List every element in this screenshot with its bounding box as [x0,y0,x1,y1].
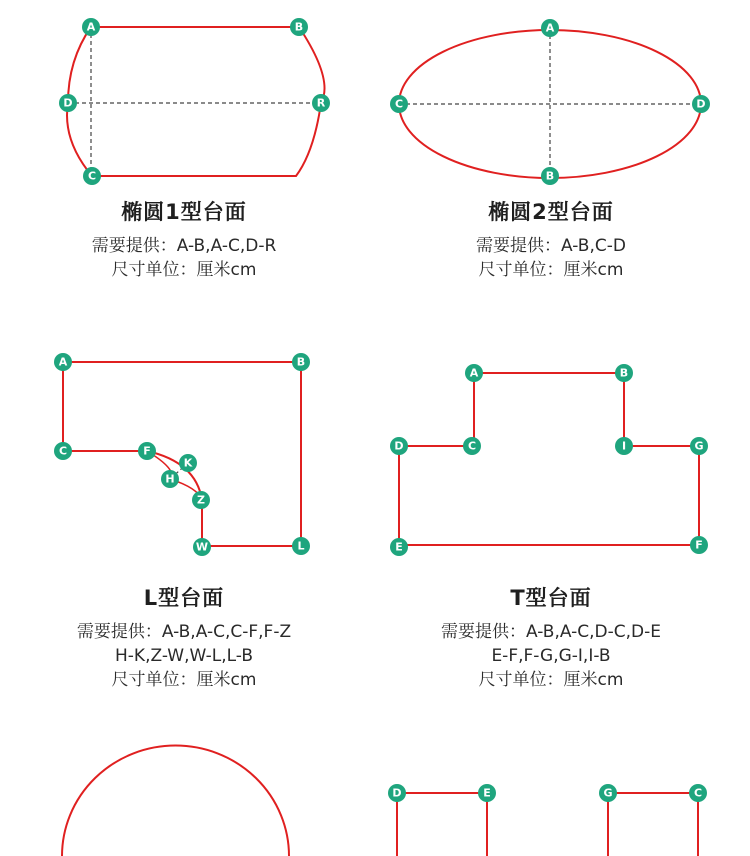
svg-text:B: B [545,169,555,183]
svg-text:A: A [86,20,96,34]
l-shape-point-w [193,538,211,556]
l-shape-caption [4,582,364,692]
circle-diagram [62,746,289,856]
ellipse-2-caption [371,196,731,282]
ellipse-2-point-a [541,19,559,37]
l-shape-point-h [161,470,179,488]
svg-text:K: K [183,456,193,470]
ellipse-1-diagram [59,18,330,185]
l-shape-point-z [192,491,210,509]
ellipse-2-point-b [541,167,559,185]
svg-text:F: F [143,444,151,458]
ellipse-2-point-d [692,95,710,113]
ellipse-1-outline [67,27,325,176]
t-shape-point-d [390,437,408,455]
l-shape-point-l [292,537,310,555]
svg-text:E: E [483,786,491,800]
t-shape-outline [399,373,699,545]
t-shape-point-i [615,437,633,455]
ellipse-1-point-r [312,94,330,112]
l-shape-required-cont: H-K,Z-W,W-L,L-B [115,646,253,666]
ellipse-2-unit: 尺寸单位：厘米cm [478,260,624,280]
l-shape-point-b [292,353,310,371]
t-shape-caption [371,582,731,692]
u-shape-point-e [478,784,496,802]
svg-text:B: B [294,20,304,34]
t-shape-point-g [690,437,708,455]
t-shape-point-a [465,364,483,382]
u-shape-right-arm [608,793,698,856]
svg-text:A: A [58,355,68,369]
l-shape-point-f [138,442,156,460]
l-shape-required: 需要提供：A-B,A-C,C-F,F-Z [76,622,292,642]
ellipse-2-point-c [390,95,408,113]
circle-outline [62,746,289,856]
ellipse-2-diagram [390,19,710,185]
l-shape-point-c [54,442,72,460]
svg-text:W: W [195,540,209,554]
svg-text:A: A [469,366,479,380]
svg-text:G: G [603,786,613,800]
t-shape-point-b [615,364,633,382]
t-shape-title: T型台面 [510,586,592,610]
ellipse-1-point-a [82,18,100,36]
svg-text:D: D [392,786,402,800]
t-shape-point-f [690,536,708,554]
l-shape-title: L型台面 [143,586,225,610]
svg-text:R: R [316,96,326,110]
ellipse-1-title: 椭圆1型台面 [121,200,247,224]
t-shape-unit: 尺寸单位：厘米cm [478,670,624,690]
svg-text:D: D [696,97,706,111]
svg-text:B: B [619,366,629,380]
svg-text:G: G [694,439,704,453]
t-shape-required: 需要提供：A-B,A-C,D-C,D-E [441,622,661,642]
t-shape-required-cont: E-F,F-G,G-I,I-B [491,646,611,666]
ellipse-1-point-d [59,94,77,112]
l-shape-point-k [179,454,197,472]
svg-text:F: F [695,538,703,552]
ellipse-2-title: 椭圆2型台面 [488,200,614,224]
svg-text:A: A [545,21,555,35]
u-shape-point-g [599,784,617,802]
svg-text:D: D [394,439,404,453]
ellipse-1-required: 需要提供：A-B,A-C,D-R [91,236,277,256]
svg-text:I: I [621,439,627,453]
ellipse-1-caption [4,196,364,282]
svg-text:Z: Z [197,493,205,507]
svg-text:B: B [296,355,306,369]
t-shape-diagram [390,364,708,556]
u-shape-point-c [689,784,707,802]
l-shape-outline [63,362,301,546]
t-shape-point-e [390,538,408,556]
l-shape-point-a [54,353,72,371]
ellipse-2-required: 需要提供：A-B,C-D [476,236,626,256]
t-shape-point-c [463,437,481,455]
svg-text:L: L [297,539,305,553]
ellipse-1-point-c [83,167,101,185]
ellipse-1-unit: 尺寸单位：厘米cm [111,260,257,280]
svg-text:E: E [395,540,403,554]
svg-text:C: C [58,444,68,458]
svg-text:C: C [693,786,703,800]
ellipse-1-point-b [290,18,308,36]
svg-text:H: H [165,472,175,486]
svg-text:D: D [63,96,73,110]
svg-text:C: C [394,97,404,111]
svg-text:C: C [87,169,97,183]
u-shape-point-d [388,784,406,802]
l-shape-diagram [54,353,310,556]
u-shape-diagram [388,784,707,856]
svg-text:C: C [467,439,477,453]
u-shape-left-arm [397,793,487,856]
l-shape-unit: 尺寸单位：厘米cm [111,670,257,690]
